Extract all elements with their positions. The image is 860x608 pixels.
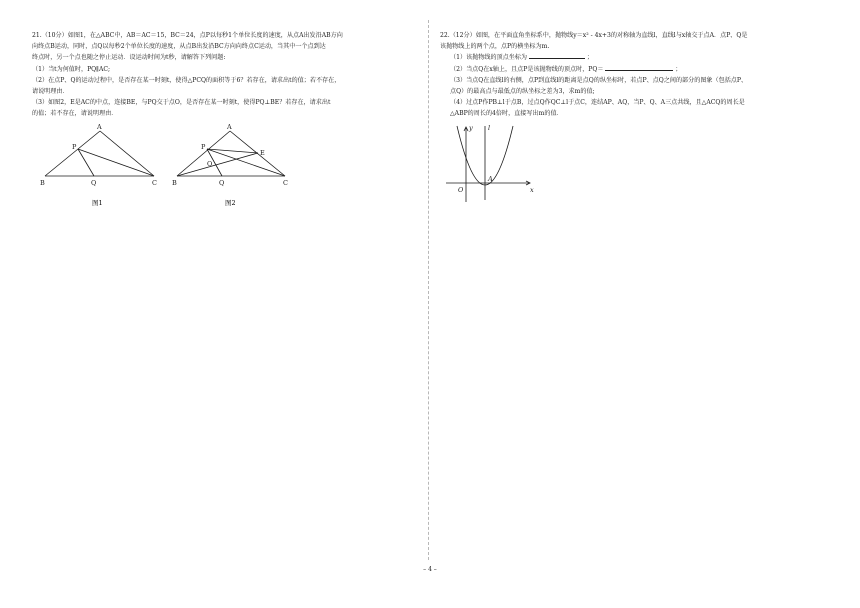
q22-part-2-end: ； <box>675 65 682 73</box>
figure-2 <box>177 131 285 176</box>
question-21 <box>32 30 417 223</box>
fig1-label-a: A <box>97 122 102 131</box>
q21-line-3: 终点时，另一个点也随之停止运动．设运动时间为t秒，请解答下列问题: <box>32 54 226 62</box>
q21-part-1: （1）当t为何值时，PQ∥AC; <box>32 65 111 73</box>
line-label-l: l <box>488 123 491 132</box>
fig2-label-b: B <box>172 178 177 187</box>
fig1-label-b: B <box>40 178 45 187</box>
q22-line-1: 22.（12分）如图，在平面直角坐标系中，抛物线y＝x² - 4x+3的对称轴为直线l，直线l与x轴交于点A．点P、Q是 <box>440 32 748 39</box>
fig1-label-q: Q <box>91 178 97 187</box>
fig2-caption: 图2 <box>225 198 236 207</box>
answer-blank-1[interactable] <box>529 52 585 59</box>
figure-1 <box>45 131 154 176</box>
page-number: – 4 – <box>423 566 437 573</box>
fig1-label-p: P <box>72 142 77 151</box>
fig2-label-q: Q <box>219 178 225 187</box>
fig2-label-p: P <box>201 142 206 151</box>
q22-part-3: （3）当点Q在直线l的右侧，点P到直线l的距离是点Q的纵坐标时，若点P、点Q之间的部分的图象（包括点P、 <box>450 76 748 84</box>
fig2-label-e: E <box>260 148 265 157</box>
q22-part-3-cont: 点Q）的最高点与最低点的纵坐标之差为3，求m的值; <box>450 88 595 96</box>
q22-part-4-cont: △ABP的周长的4倍时，直接写出m的值． <box>450 110 563 118</box>
axis-label-x: x <box>530 185 534 194</box>
q21-figures <box>32 123 302 223</box>
q22-part-1 <box>440 52 832 63</box>
axis-label-y: y <box>469 123 473 132</box>
column-divider <box>428 20 429 560</box>
q21-line-2: 向终点B运动，同时，点Q以每秒2个单位长度的速度，从点B出发沿BC方向向终点C运动，当其中一个点到达 <box>32 43 326 51</box>
q21-line-1: 21.（10分）如图1，在△ABC中，AB＝AC＝15，BC＝24，点P以每秒1个单位长度的速度，从点A出发沿AB方向 <box>32 32 343 39</box>
q22-line-2: 该抛物线上的两个点，点P的横坐标为m. <box>440 43 550 51</box>
q21-part-3: （3）如图2，E是AC的中点，连接BE，与PQ交于点O，是否存在某一时刻t，使得PQ⊥BE？若存在，请求出t <box>32 99 331 107</box>
answer-blank-2[interactable] <box>605 64 673 71</box>
q21-part-3-cont: 的值；若不存在，请说明理由． <box>32 110 118 118</box>
q22-part-1-end: ； <box>586 54 593 62</box>
origin-label-o: O <box>458 185 464 194</box>
point-label-a: A <box>488 174 493 183</box>
fig2-label-a: A <box>227 122 232 131</box>
q22-part-4: （4）过点P作PB⊥l于点B，过点Q作QC⊥l于点C，连结AP、AQ，当P、Q、A三点共线，且△ACQ的周长是 <box>450 99 745 107</box>
q21-part-2: （2）在点P、Q的运动过程中，是否存在某一时刻t，使得△PCQ的面积等于6？若存在，请求出t的值；若不存在， <box>32 76 341 84</box>
q21-part-2-cont: 请说明理由． <box>32 88 69 96</box>
q22-parabola-figure <box>440 122 540 206</box>
question-22 <box>440 30 832 206</box>
fig1-caption: 图1 <box>92 198 103 207</box>
fig2-label-o: O <box>207 159 213 168</box>
q22-part-1-text: （1）该抛物线的顶点坐标为 <box>450 54 528 62</box>
fig2-label-c: C <box>283 178 288 187</box>
fig1-label-c: C <box>152 178 157 187</box>
q22-part-2 <box>440 64 832 75</box>
q22-part-2-text: （2）当点Q在x轴上，且点P是该抛物线的顶点时，PQ＝ <box>450 65 604 73</box>
